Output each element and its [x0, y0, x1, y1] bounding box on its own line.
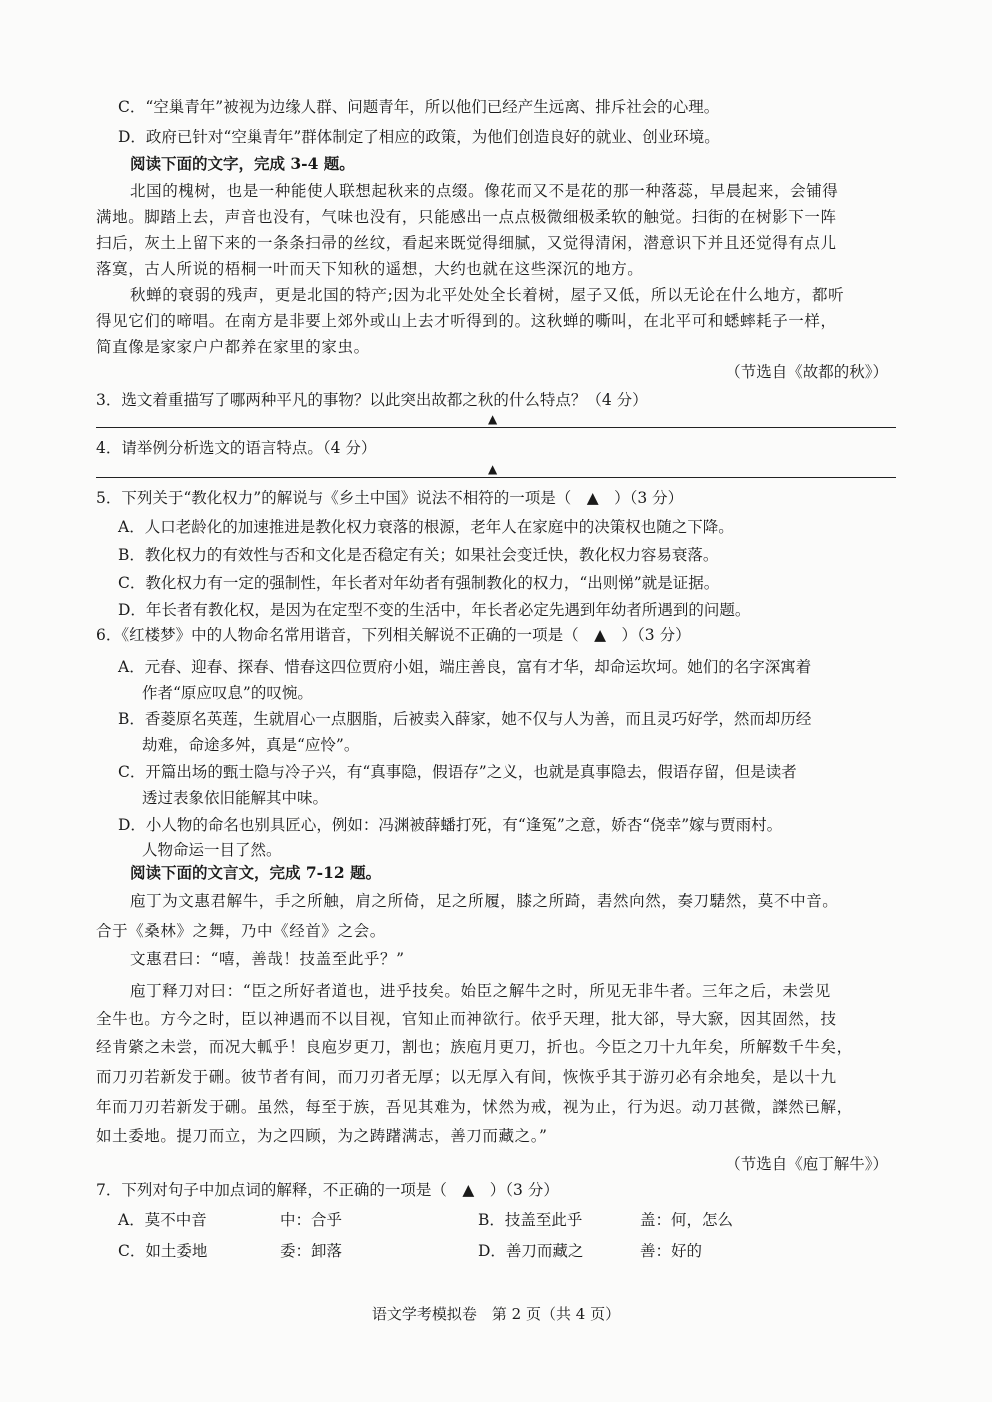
q7-option-d-gloss: 善：好的: [640, 1242, 703, 1260]
answer-line-q3[interactable]: [96, 427, 896, 428]
passage1-line: 北国的槐树，也是一种能使人联想起秋来的点缀。像花而又不是花的那一种落蕊，早晨起来，会铺得: [130, 182, 839, 200]
question-3: 3．选文着重描写了哪两种平凡的事物？以此突出故都之秋的什么特点？（4 分）: [96, 391, 648, 409]
answer-marker: ▲: [488, 462, 498, 476]
q7-option-a-gloss: 中：合乎: [280, 1211, 343, 1229]
q6-option-a: A．元春、迎春、探春、惜春这四位贾府小姐，端庄善良，富有才华，却命运坎坷。她们的名字深寓着: [118, 658, 812, 676]
q7-option-b-sentence: B．技盖至此乎: [478, 1211, 583, 1229]
q6-option-c: C．开篇出场的甄士隐与冷子兴，有“真事隐，假语存”之义，也就是真事隐去，假语存留，但是读者: [118, 763, 797, 781]
q5-option-b: B．教化权力的有效性与否和文化是否稳定有关；如果社会变迁快，教化权力容易衰落。: [118, 546, 719, 564]
q5-option-c: C．教化权力有一定的强制性，年长者对年幼者有强制教化的权力，“出则悌”就是证据。: [118, 574, 720, 592]
q6-option-c-cont: 透过表象依旧能解其中味。: [142, 789, 329, 807]
option-d-q2: D．政府已针对“空巢青年”群体制定了相应的政策，为他们创造良好的就业、创业环境。: [118, 128, 720, 146]
passage2-line: 全牛也。方今之时，臣以神遇而不以目视，官知止而神欲行。依乎天理，批大郤，导大窾，因其固然，技: [96, 1010, 837, 1028]
q7-option-d-sentence: D．善刀而藏之: [478, 1242, 584, 1260]
passage1-line: 简直像是家家户户都养在家里的家虫。: [96, 338, 370, 356]
passage2-line: 年而刀刃若新发于硎。虽然，每至于族，吾见其难为，怵然为戒，视为止，行为迟。动刀甚微，謋然已解，: [96, 1098, 853, 1116]
q7-option-b-gloss: 盖：何，怎么: [640, 1211, 734, 1229]
q5-option-a: A．人口老龄化的加速推进是教化权力衰落的根源，老年人在家庭中的决策权也随之下降。: [118, 518, 734, 536]
reading-instruction-1: 阅读下面的文字，完成 3-4 题。: [130, 154, 355, 173]
reading-instruction-2: 阅读下面的文言文，完成 7-12 题。: [130, 863, 382, 882]
q6-option-d-cont: 人物命运一目了然。: [142, 841, 282, 859]
question-6: 6．《红楼梦》中的人物命名常用谐音，下列相关解说不正确的一项是（ ▲ ）（3 分）: [96, 626, 691, 644]
q7-option-c-gloss: 委：卸落: [280, 1242, 343, 1260]
passage2-line: 如土委地。提刀而立，为之四顾，为之踌躇满志，善刀而藏之。”: [96, 1127, 548, 1145]
passage1-line: 得见它们的啼唱。在南方是非要上郊外或山上去才听得到的。这秋蝉的嘶叫，在北平可和蟋蟀耗子一样，: [96, 312, 837, 330]
q6-option-b-cont: 劫难，命途多舛，真是“应怜”。: [142, 736, 360, 754]
passage1-line: 满地。脚踏上去，声音也没有，气味也没有，只能感出一点点极微细极柔软的触觉。扫街的在树影下一阵: [96, 208, 837, 226]
passage1-line: 扫后，灰土上留下来的一条条扫帚的丝纹，看起来既觉得细腻，又觉得清闲，潜意识下并且还觉得有点儿: [96, 234, 837, 252]
source-citation-1: （节选自《故都的秋》）: [725, 363, 888, 381]
passage1-line: 秋蝉的衰弱的残声，更是北国的特产;因为北平处处全长着树，屋子又低，所以无论在什么地方，都听: [130, 286, 845, 304]
question-7: 7．下列对句子中加点词的解释，不正确的一项是（ ▲ ）（3 分）: [96, 1181, 559, 1199]
q6-option-a-cont: 作者“原应叹息”的叹惋。: [142, 684, 313, 702]
answer-marker: ▲: [488, 412, 498, 426]
passage2-line: 而刀刃若新发于硎。彼节者有间，而刀刃者无厚；以无厚入有间，恢恢乎其于游刃必有余地矣，是以十九: [96, 1068, 837, 1086]
question-5: 5．下列关于“教化权力”的解说与《乡土中国》说法不相符的一项是（ ▲ ）（3 分）: [96, 489, 684, 507]
answer-line-q4[interactable]: [96, 477, 896, 478]
passage2-line: 庖丁为文惠君解牛，手之所触，肩之所倚，足之所履，膝之所踦，砉然向然，奏刀騞然，莫不中音。: [130, 892, 839, 910]
question-4: 4．请举例分析选文的语言特点。（4 分）: [96, 439, 377, 457]
passage2-line: 庖丁释刀对曰：“臣之所好者道也，进乎技矣。始臣之解牛之时，所见无非牛者。三年之后，未尝见: [130, 982, 831, 1000]
passage1-line: 落寞，古人所说的梧桐一叶而天下知秋的遥想，大约也就在这些深沉的地方。: [96, 260, 644, 278]
q6-option-d: D．小人物的命名也别具匠心，例如：冯渊被薛蟠打死，有“逢冤”之意，娇杏“侥幸”嫁与贾雨村。: [118, 816, 783, 834]
page-footer: 语文学考模拟卷 第 2 页（共 4 页）: [371, 1305, 621, 1323]
passage2-line: 文惠君曰：“嘻，善哉！技盖至此乎？”: [130, 950, 405, 968]
q5-option-d: D．年长者有教化权，是因为在定型不变的生活中，年长者必定先遇到年幼者所遇到的问题。: [118, 601, 751, 619]
q6-option-b: B．香菱原名英莲，生就眉心一点胭脂，后被卖入薛家，她不仅与人为善，而且灵巧好学，然而却历经: [118, 710, 812, 728]
q7-option-a-sentence: A．莫不中音: [118, 1211, 207, 1229]
passage2-line: 合于《桑林》之舞，乃中《经首》之会。: [96, 922, 386, 940]
source-citation-2: （节选自《庖丁解牛》）: [725, 1155, 888, 1173]
q7-option-c-sentence: C．如土委地: [118, 1242, 208, 1260]
passage2-line: 经肯綮之未尝，而况大軱乎！良庖岁更刀，割也；族庖月更刀，折也。今臣之刀十九年矣，所解数千牛矣，: [96, 1038, 853, 1056]
option-c-q2: C．“空巢青年”被视为边缘人群、问题青年，所以他们已经产生远离、排斥社会的心理。: [118, 98, 720, 116]
